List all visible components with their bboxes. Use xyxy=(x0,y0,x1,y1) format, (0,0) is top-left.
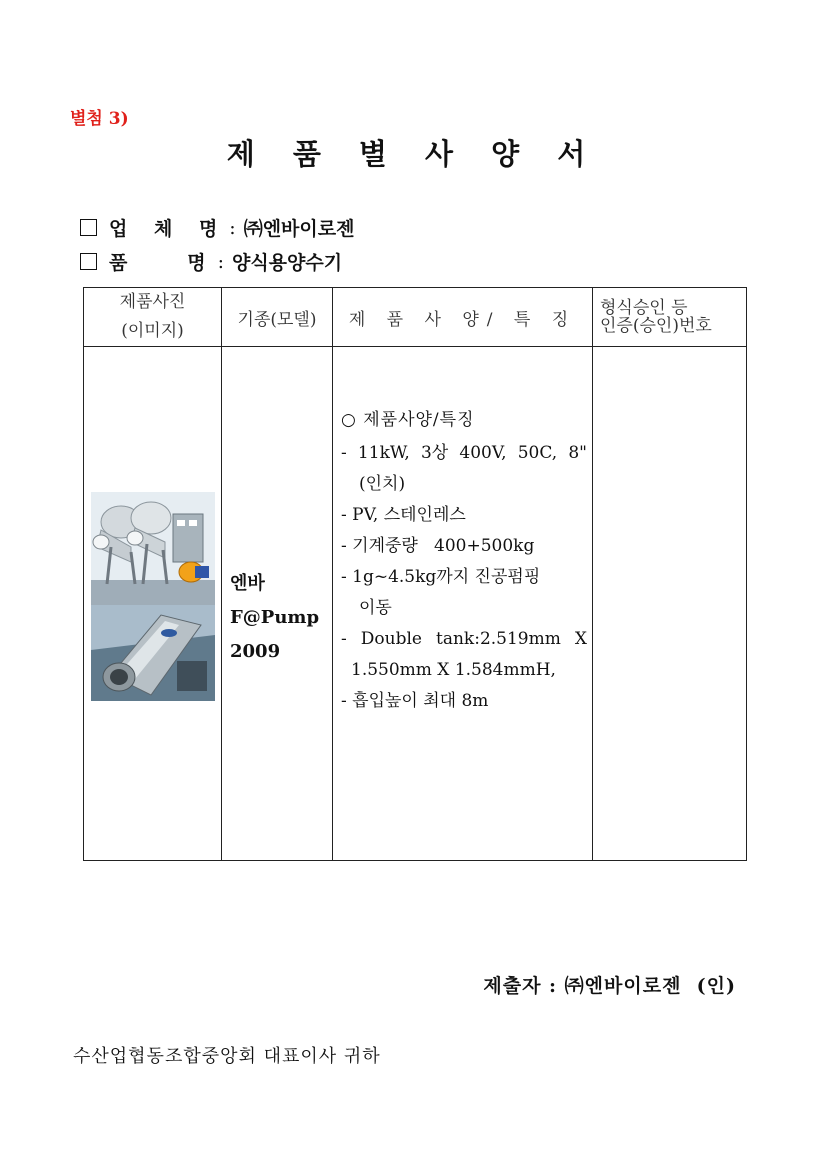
model-name xyxy=(230,567,319,669)
attachment-label: 별첨 3) xyxy=(70,109,129,129)
model-line: 2009 xyxy=(230,641,281,662)
spec-item: - Double tank:2.519mm X xyxy=(341,629,587,649)
checkbox-square-icon xyxy=(80,253,97,270)
spec-cell xyxy=(333,347,593,861)
product-info-row xyxy=(80,248,342,275)
header-photo xyxy=(84,288,222,347)
spec-item: - 11kW, 3상 400V, 50C, 8" xyxy=(341,443,587,463)
spec-item-continuation: 이동 xyxy=(359,598,392,618)
photo-cell xyxy=(84,347,222,861)
header-photo-line2: (이미지) xyxy=(121,321,184,341)
spec-item: - 1g~4.5kg까지 진공펌핑 xyxy=(341,567,541,587)
spec-item: - PV, 스테인레스 xyxy=(341,505,466,525)
spec-item-continuation: 1.550mm X 1.584mmH, xyxy=(351,660,556,680)
header-cert xyxy=(593,288,747,347)
product-value: 양식용양수기 xyxy=(231,252,343,274)
product-photo-pump-units xyxy=(91,492,215,605)
spec-heading: ○ 제품사양/특징 xyxy=(341,410,475,430)
company-value: ㈜엔바이로젠 xyxy=(243,218,355,240)
spec-table xyxy=(83,287,747,861)
model-line: 엔바 xyxy=(230,573,265,594)
spec-item: - 기계중량 400+500kg xyxy=(341,536,535,556)
cert-cell xyxy=(593,347,747,861)
header-cert-line2: 인증(승인)번호 xyxy=(600,316,712,336)
header-photo-line1: 제품사진 xyxy=(119,292,186,312)
spec-list xyxy=(341,405,587,717)
header-cert-line1: 형식승인 등 xyxy=(600,298,688,318)
model-line: F@Pump xyxy=(230,607,320,628)
product-photo-pump-closeup xyxy=(91,605,215,701)
checkbox-square-icon xyxy=(80,219,97,236)
addressee-line: 수산업협동조합중앙회 대표이사 귀하 xyxy=(73,1046,381,1067)
colon: : xyxy=(229,216,236,239)
spec-item-continuation: (인치) xyxy=(359,474,406,494)
table-header-row xyxy=(84,288,747,347)
colon: : xyxy=(217,250,224,273)
product-label: 품 명 xyxy=(109,252,216,274)
company-label: 업 체 명 xyxy=(109,218,228,240)
company-info-row xyxy=(80,214,354,241)
header-spec: 제 품 사 양/ 특 징 xyxy=(333,288,593,347)
spec-item: - 흡입높이 최대 8m xyxy=(341,691,489,711)
header-model: 기종(모델) xyxy=(222,288,333,347)
table-row xyxy=(84,347,747,861)
submitter-line: 제출자 : ㈜엔바이로젠 (인) xyxy=(483,975,736,997)
model-cell xyxy=(222,347,333,861)
document-title: 제 품 별 사 양 서 xyxy=(226,137,600,171)
